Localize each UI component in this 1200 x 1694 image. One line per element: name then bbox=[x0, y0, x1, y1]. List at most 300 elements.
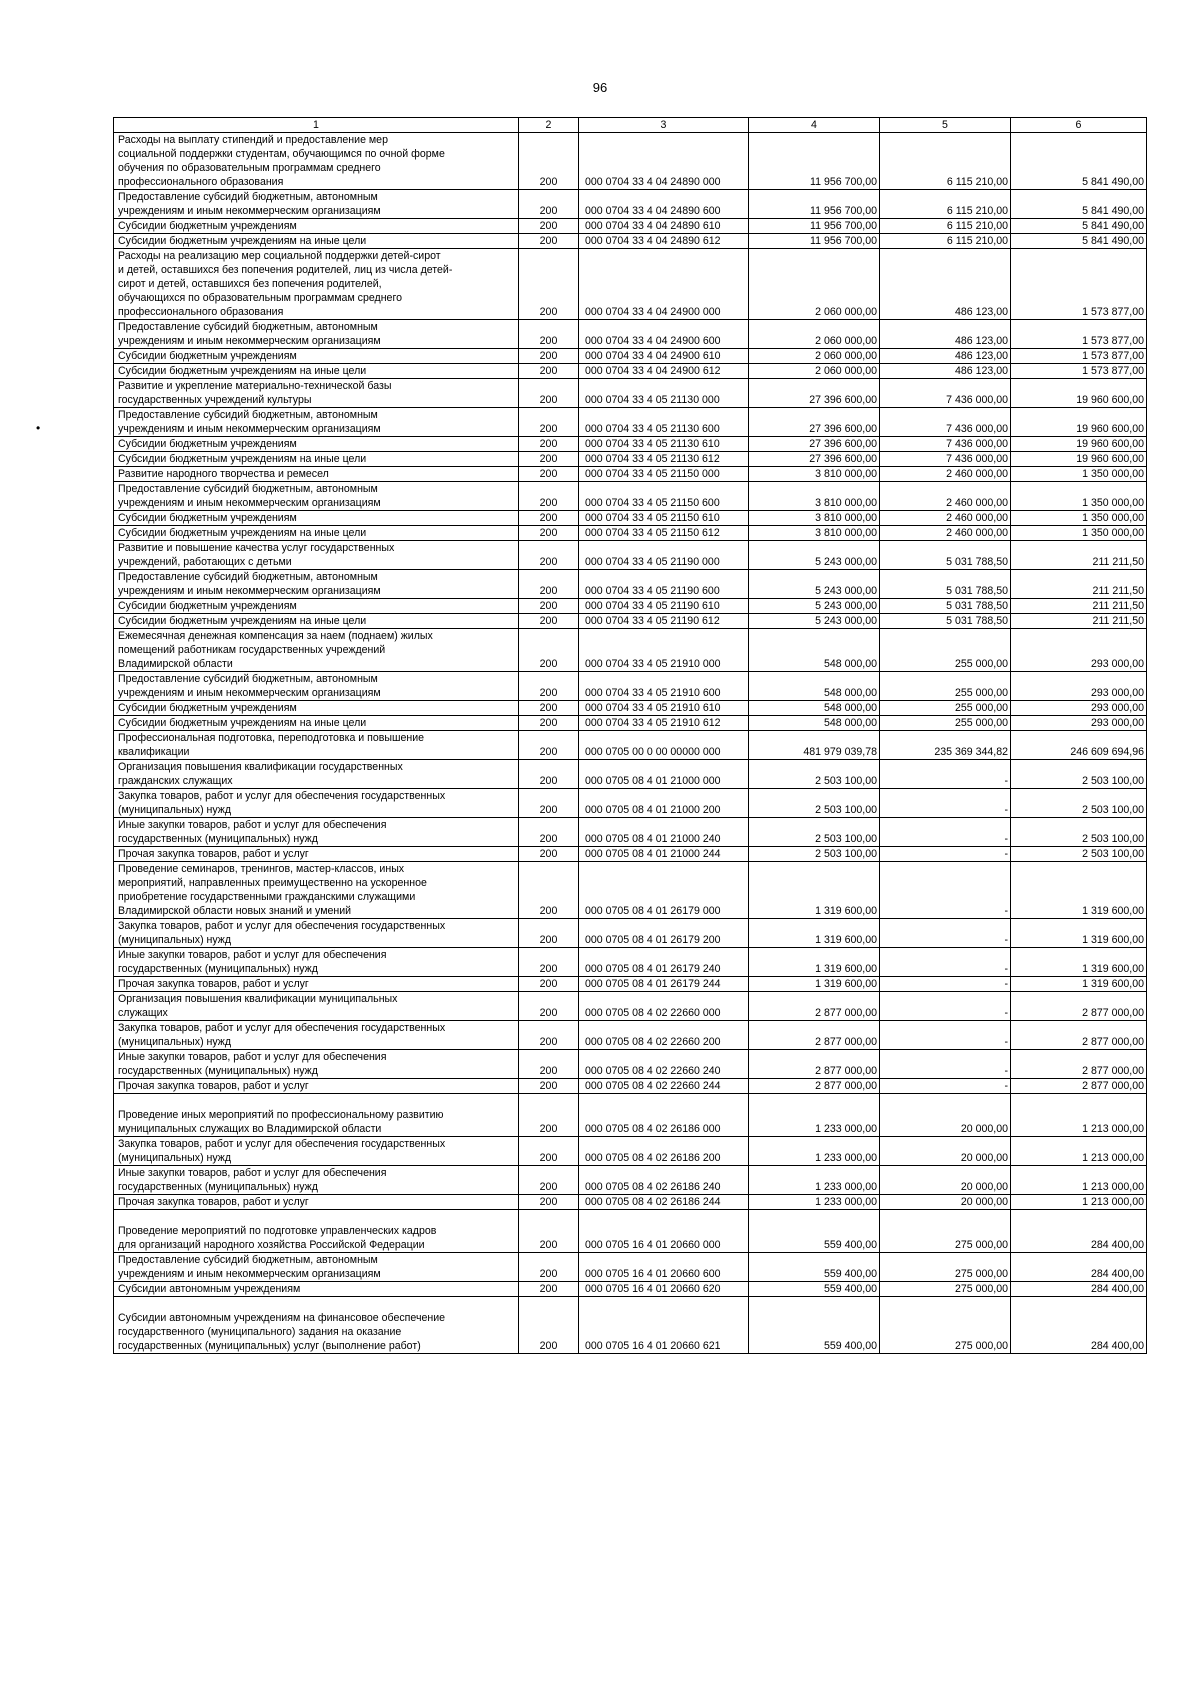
row-executed-amount: - bbox=[880, 1021, 1011, 1050]
row-approved-amount: 3 810 000,00 bbox=[749, 526, 880, 541]
row-unexecuted-amount: 293 000,00 bbox=[1011, 701, 1147, 716]
table-row bbox=[114, 1297, 1147, 1354]
row-name: Предоставление субсидий бюджетным, автономным учреждениям и иным некоммерческим организациям bbox=[114, 408, 519, 437]
row-approved-amount: 2 877 000,00 bbox=[749, 1021, 880, 1050]
table-body bbox=[114, 133, 1147, 1354]
row-name: Субсидии бюджетным учреждениям на иные цели bbox=[114, 364, 519, 379]
row-classification-code: 000 0705 08 4 02 26186 240 bbox=[579, 1166, 749, 1195]
row-classification-code: 000 0704 33 4 05 21190 610 bbox=[579, 599, 749, 614]
row-classification-code: 000 0705 08 4 01 26179 200 bbox=[579, 919, 749, 948]
row-classification-code: 000 0704 33 4 05 21130 610 bbox=[579, 437, 749, 452]
table-row bbox=[114, 133, 1147, 190]
row-approved-amount: 1 233 000,00 bbox=[749, 1166, 880, 1195]
row-classification-code: 000 0705 08 4 02 22660 244 bbox=[579, 1079, 749, 1094]
row-unexecuted-amount: 19 960 600,00 bbox=[1011, 437, 1147, 452]
row-name: Закупка товаров, работ и услуг для обеспечения государственных (муниципальных) нужд bbox=[114, 1021, 519, 1050]
row-unexecuted-amount: 2 503 100,00 bbox=[1011, 760, 1147, 789]
row-executed-amount: - bbox=[880, 862, 1011, 919]
row-line-code: 200 bbox=[519, 1253, 579, 1282]
row-unexecuted-amount: 211 211,50 bbox=[1011, 599, 1147, 614]
row-classification-code: 000 0705 16 4 01 20660 621 bbox=[579, 1297, 749, 1354]
row-name: Закупка товаров, работ и услуг для обеспечения государственных (муниципальных) нужд bbox=[114, 919, 519, 948]
row-name: Закупка товаров, работ и услуг для обеспечения государственных (муниципальных) нужд bbox=[114, 789, 519, 818]
row-classification-code: 000 0704 33 4 04 24900 610 bbox=[579, 349, 749, 364]
header-col-4: 4 bbox=[749, 118, 880, 133]
row-classification-code: 000 0704 33 4 05 21150 610 bbox=[579, 511, 749, 526]
row-name: Субсидии бюджетным учреждениям на иные цели bbox=[114, 526, 519, 541]
row-approved-amount: 2 060 000,00 bbox=[749, 249, 880, 320]
row-classification-code: 000 0704 33 4 05 21910 600 bbox=[579, 672, 749, 701]
table-row bbox=[114, 629, 1147, 672]
row-approved-amount: 548 000,00 bbox=[749, 672, 880, 701]
row-approved-amount: 2 503 100,00 bbox=[749, 847, 880, 862]
row-unexecuted-amount: 211 211,50 bbox=[1011, 614, 1147, 629]
row-line-code: 200 bbox=[519, 862, 579, 919]
row-unexecuted-amount: 1 350 000,00 bbox=[1011, 482, 1147, 511]
table-row bbox=[114, 190, 1147, 219]
row-classification-code: 000 0704 33 4 05 21150 600 bbox=[579, 482, 749, 511]
row-line-code: 200 bbox=[519, 1282, 579, 1297]
row-executed-amount: 255 000,00 bbox=[880, 716, 1011, 731]
row-name: Предоставление субсидий бюджетным, автономным учреждениям и иным некоммерческим организациям bbox=[114, 570, 519, 599]
row-approved-amount: 2 060 000,00 bbox=[749, 364, 880, 379]
row-approved-amount: 481 979 039,78 bbox=[749, 731, 880, 760]
row-executed-amount: 5 031 788,50 bbox=[880, 541, 1011, 570]
table-row bbox=[114, 862, 1147, 919]
row-name: Субсидии бюджетным учреждениям bbox=[114, 511, 519, 526]
row-classification-code: 000 0705 08 4 01 21000 244 bbox=[579, 847, 749, 862]
row-unexecuted-amount: 1 573 877,00 bbox=[1011, 364, 1147, 379]
row-unexecuted-amount: 293 000,00 bbox=[1011, 716, 1147, 731]
row-line-code: 200 bbox=[519, 526, 579, 541]
row-name: Расходы на реализацию мер социальной поддержки детей-сирот и детей, оставшихся без попечения родителей, лиц из числа детей- сирот и детей, оставшихся без попечения родителей, обучающихся по образовательным программам среднего профессионального образования bbox=[114, 249, 519, 320]
row-line-code: 200 bbox=[519, 977, 579, 992]
row-line-code: 200 bbox=[519, 1079, 579, 1094]
row-approved-amount: 5 243 000,00 bbox=[749, 541, 880, 570]
row-executed-amount: 255 000,00 bbox=[880, 629, 1011, 672]
row-unexecuted-amount: 2 877 000,00 bbox=[1011, 1079, 1147, 1094]
row-approved-amount: 1 233 000,00 bbox=[749, 1094, 880, 1137]
row-approved-amount: 5 243 000,00 bbox=[749, 599, 880, 614]
row-line-code: 200 bbox=[519, 716, 579, 731]
row-approved-amount: 2 060 000,00 bbox=[749, 349, 880, 364]
row-executed-amount: - bbox=[880, 1050, 1011, 1079]
row-approved-amount: 3 810 000,00 bbox=[749, 482, 880, 511]
table-row bbox=[114, 349, 1147, 364]
table-row bbox=[114, 234, 1147, 249]
row-executed-amount: 255 000,00 bbox=[880, 672, 1011, 701]
row-executed-amount: - bbox=[880, 818, 1011, 847]
row-classification-code: 000 0705 08 4 02 26186 200 bbox=[579, 1137, 749, 1166]
row-name: Субсидии бюджетным учреждениям на иные цели bbox=[114, 234, 519, 249]
row-executed-amount: 2 460 000,00 bbox=[880, 511, 1011, 526]
row-approved-amount: 27 396 600,00 bbox=[749, 379, 880, 408]
table-row bbox=[114, 570, 1147, 599]
row-unexecuted-amount: 1 213 000,00 bbox=[1011, 1094, 1147, 1137]
row-line-code: 200 bbox=[519, 789, 579, 818]
row-line-code: 200 bbox=[519, 234, 579, 249]
row-name: Субсидии автономным учреждениям на финансовое обеспечение государственного (муниципального) задания на оказание государственных (муниципальных) услуг (выполнение работ) bbox=[114, 1297, 519, 1354]
row-approved-amount: 559 400,00 bbox=[749, 1282, 880, 1297]
row-executed-amount: 20 000,00 bbox=[880, 1195, 1011, 1210]
row-executed-amount: 6 115 210,00 bbox=[880, 133, 1011, 190]
row-executed-amount: - bbox=[880, 948, 1011, 977]
row-classification-code: 000 0704 33 4 05 21130 000 bbox=[579, 379, 749, 408]
row-line-code: 200 bbox=[519, 731, 579, 760]
row-name: Прочая закупка товаров, работ и услуг bbox=[114, 977, 519, 992]
row-unexecuted-amount: 2 877 000,00 bbox=[1011, 992, 1147, 1021]
row-unexecuted-amount: 1 350 000,00 bbox=[1011, 511, 1147, 526]
row-unexecuted-amount: 211 211,50 bbox=[1011, 541, 1147, 570]
row-name: Предоставление субсидий бюджетным, автономным учреждениям и иным некоммерческим организациям bbox=[114, 672, 519, 701]
row-line-code: 200 bbox=[519, 760, 579, 789]
row-name: Субсидии автономным учреждениям bbox=[114, 1282, 519, 1297]
row-name: Организация повышения квалификации государственных гражданских служащих bbox=[114, 760, 519, 789]
row-unexecuted-amount: 1 350 000,00 bbox=[1011, 467, 1147, 482]
row-name: Организация повышения квалификации муниципальных служащих bbox=[114, 992, 519, 1021]
table-row bbox=[114, 948, 1147, 977]
header-col-3: 3 bbox=[579, 118, 749, 133]
row-executed-amount: - bbox=[880, 919, 1011, 948]
row-executed-amount: 2 460 000,00 bbox=[880, 482, 1011, 511]
row-classification-code: 000 0704 33 4 05 21910 610 bbox=[579, 701, 749, 716]
row-unexecuted-amount: 284 400,00 bbox=[1011, 1297, 1147, 1354]
row-classification-code: 000 0704 33 4 05 21910 000 bbox=[579, 629, 749, 672]
row-unexecuted-amount: 1 319 600,00 bbox=[1011, 977, 1147, 992]
row-executed-amount: - bbox=[880, 760, 1011, 789]
row-unexecuted-amount: 293 000,00 bbox=[1011, 672, 1147, 701]
row-unexecuted-amount: 19 960 600,00 bbox=[1011, 408, 1147, 437]
table-row bbox=[114, 672, 1147, 701]
row-name: Субсидии бюджетным учреждениям bbox=[114, 437, 519, 452]
row-executed-amount: 20 000,00 bbox=[880, 1166, 1011, 1195]
row-approved-amount: 5 243 000,00 bbox=[749, 614, 880, 629]
table-row bbox=[114, 731, 1147, 760]
row-line-code: 200 bbox=[519, 1195, 579, 1210]
row-classification-code: 000 0704 33 4 04 24890 612 bbox=[579, 234, 749, 249]
row-classification-code: 000 0704 33 4 04 24890 000 bbox=[579, 133, 749, 190]
row-name: Проведение иных мероприятий по профессиональному развитию муниципальных служащих во Владимирской области bbox=[114, 1094, 519, 1137]
row-approved-amount: 27 396 600,00 bbox=[749, 437, 880, 452]
row-name: Прочая закупка товаров, работ и услуг bbox=[114, 1195, 519, 1210]
row-executed-amount: - bbox=[880, 789, 1011, 818]
row-unexecuted-amount: 2 503 100,00 bbox=[1011, 818, 1147, 847]
row-unexecuted-amount: 1 573 877,00 bbox=[1011, 249, 1147, 320]
row-name: Предоставление субсидий бюджетным, автономным учреждениям и иным некоммерческим организациям bbox=[114, 320, 519, 349]
row-line-code: 200 bbox=[519, 599, 579, 614]
row-unexecuted-amount: 246 609 694,96 bbox=[1011, 731, 1147, 760]
row-line-code: 200 bbox=[519, 541, 579, 570]
row-unexecuted-amount: 284 400,00 bbox=[1011, 1210, 1147, 1253]
row-approved-amount: 1 319 600,00 bbox=[749, 862, 880, 919]
row-unexecuted-amount: 5 841 490,00 bbox=[1011, 133, 1147, 190]
row-executed-amount: - bbox=[880, 977, 1011, 992]
row-executed-amount: 275 000,00 bbox=[880, 1282, 1011, 1297]
table-row bbox=[114, 437, 1147, 452]
row-line-code: 200 bbox=[519, 408, 579, 437]
row-line-code: 200 bbox=[519, 1297, 579, 1354]
row-approved-amount: 1 319 600,00 bbox=[749, 919, 880, 948]
row-classification-code: 000 0705 16 4 01 20660 600 bbox=[579, 1253, 749, 1282]
row-executed-amount: - bbox=[880, 847, 1011, 862]
row-approved-amount: 548 000,00 bbox=[749, 629, 880, 672]
row-line-code: 200 bbox=[519, 1166, 579, 1195]
row-executed-amount: 7 436 000,00 bbox=[880, 408, 1011, 437]
row-approved-amount: 1 319 600,00 bbox=[749, 977, 880, 992]
table-row bbox=[114, 789, 1147, 818]
row-classification-code: 000 0705 08 4 01 26179 244 bbox=[579, 977, 749, 992]
table-row bbox=[114, 379, 1147, 408]
row-approved-amount: 2 877 000,00 bbox=[749, 1050, 880, 1079]
row-line-code: 200 bbox=[519, 1021, 579, 1050]
row-executed-amount: 486 123,00 bbox=[880, 320, 1011, 349]
row-line-code: 200 bbox=[519, 467, 579, 482]
row-unexecuted-amount: 5 841 490,00 bbox=[1011, 190, 1147, 219]
row-line-code: 200 bbox=[519, 919, 579, 948]
row-line-code: 200 bbox=[519, 349, 579, 364]
row-unexecuted-amount: 2 503 100,00 bbox=[1011, 789, 1147, 818]
table-row bbox=[114, 847, 1147, 862]
row-line-code: 200 bbox=[519, 570, 579, 599]
row-unexecuted-amount: 1 213 000,00 bbox=[1011, 1137, 1147, 1166]
header-col-1: 1 bbox=[114, 118, 519, 133]
row-classification-code: 000 0705 08 4 01 26179 000 bbox=[579, 862, 749, 919]
row-line-code: 200 bbox=[519, 992, 579, 1021]
budget-table-container bbox=[113, 117, 1146, 1354]
row-unexecuted-amount: 211 211,50 bbox=[1011, 570, 1147, 599]
table-row bbox=[114, 482, 1147, 511]
row-line-code: 200 bbox=[519, 379, 579, 408]
table-row bbox=[114, 1195, 1147, 1210]
row-name: Иные закупки товаров, работ и услуг для обеспечения государственных (муниципальных) нужд bbox=[114, 1166, 519, 1195]
row-executed-amount: 2 460 000,00 bbox=[880, 526, 1011, 541]
row-executed-amount: 486 123,00 bbox=[880, 364, 1011, 379]
row-name: Проведение мероприятий по подготовке управленческих кадров для организаций народного хозяйства Российской Федерации bbox=[114, 1210, 519, 1253]
row-unexecuted-amount: 2 877 000,00 bbox=[1011, 1050, 1147, 1079]
row-executed-amount: 275 000,00 bbox=[880, 1210, 1011, 1253]
row-unexecuted-amount: 1 319 600,00 bbox=[1011, 948, 1147, 977]
table-row bbox=[114, 1137, 1147, 1166]
table-row bbox=[114, 599, 1147, 614]
row-unexecuted-amount: 1 213 000,00 bbox=[1011, 1195, 1147, 1210]
row-approved-amount: 2 877 000,00 bbox=[749, 1079, 880, 1094]
row-approved-amount: 2 503 100,00 bbox=[749, 818, 880, 847]
row-line-code: 200 bbox=[519, 614, 579, 629]
row-unexecuted-amount: 5 841 490,00 bbox=[1011, 219, 1147, 234]
table-row bbox=[114, 701, 1147, 716]
row-unexecuted-amount: 5 841 490,00 bbox=[1011, 234, 1147, 249]
row-classification-code: 000 0704 33 4 04 24900 600 bbox=[579, 320, 749, 349]
row-line-code: 200 bbox=[519, 847, 579, 862]
row-unexecuted-amount: 2 877 000,00 bbox=[1011, 1021, 1147, 1050]
row-classification-code: 000 0704 33 4 05 21910 612 bbox=[579, 716, 749, 731]
row-line-code: 200 bbox=[519, 818, 579, 847]
row-classification-code: 000 0704 33 4 04 24890 600 bbox=[579, 190, 749, 219]
row-line-code: 200 bbox=[519, 1050, 579, 1079]
page-number: 96 bbox=[592, 80, 608, 95]
row-executed-amount: 6 115 210,00 bbox=[880, 219, 1011, 234]
row-unexecuted-amount: 2 503 100,00 bbox=[1011, 847, 1147, 862]
row-classification-code: 000 0705 08 4 02 22660 240 bbox=[579, 1050, 749, 1079]
row-line-code: 200 bbox=[519, 948, 579, 977]
row-name: Развитие и повышение качества услуг государственных учреждений, работающих с детьми bbox=[114, 541, 519, 570]
row-name: Субсидии бюджетным учреждениям на иные цели bbox=[114, 614, 519, 629]
row-name: Субсидии бюджетным учреждениям bbox=[114, 349, 519, 364]
table-row bbox=[114, 249, 1147, 320]
row-line-code: 200 bbox=[519, 672, 579, 701]
row-unexecuted-amount: 1 319 600,00 bbox=[1011, 862, 1147, 919]
header-col-2: 2 bbox=[519, 118, 579, 133]
row-unexecuted-amount: 1 573 877,00 bbox=[1011, 349, 1147, 364]
row-executed-amount: 7 436 000,00 bbox=[880, 437, 1011, 452]
row-approved-amount: 27 396 600,00 bbox=[749, 452, 880, 467]
row-approved-amount: 11 956 700,00 bbox=[749, 133, 880, 190]
row-approved-amount: 1 233 000,00 bbox=[749, 1195, 880, 1210]
row-name: Профессиональная подготовка, переподготовка и повышение квалификации bbox=[114, 731, 519, 760]
table-row bbox=[114, 614, 1147, 629]
row-unexecuted-amount: 284 400,00 bbox=[1011, 1253, 1147, 1282]
table-row bbox=[114, 919, 1147, 948]
row-executed-amount: 2 460 000,00 bbox=[880, 467, 1011, 482]
row-name: Расходы на выплату стипендий и предоставление мер социальной поддержки студентам, обучающимся по очной форме обучения по образовательным программам среднего профессионального образования bbox=[114, 133, 519, 190]
row-executed-amount: 235 369 344,82 bbox=[880, 731, 1011, 760]
row-unexecuted-amount: 293 000,00 bbox=[1011, 629, 1147, 672]
row-line-code: 200 bbox=[519, 1210, 579, 1253]
row-name: Иные закупки товаров, работ и услуг для обеспечения государственных (муниципальных) нужд bbox=[114, 948, 519, 977]
row-classification-code: 000 0705 08 4 01 21000 240 bbox=[579, 818, 749, 847]
table-row bbox=[114, 541, 1147, 570]
row-approved-amount: 559 400,00 bbox=[749, 1297, 880, 1354]
row-classification-code: 000 0705 08 4 02 26186 000 bbox=[579, 1094, 749, 1137]
row-executed-amount: 486 123,00 bbox=[880, 349, 1011, 364]
row-name: Субсидии бюджетным учреждениям на иные цели bbox=[114, 716, 519, 731]
row-line-code: 200 bbox=[519, 701, 579, 716]
row-approved-amount: 11 956 700,00 bbox=[749, 190, 880, 219]
row-classification-code: 000 0705 16 4 01 20660 000 bbox=[579, 1210, 749, 1253]
row-approved-amount: 559 400,00 bbox=[749, 1210, 880, 1253]
row-executed-amount: - bbox=[880, 1079, 1011, 1094]
row-approved-amount: 11 956 700,00 bbox=[749, 234, 880, 249]
row-line-code: 200 bbox=[519, 219, 579, 234]
table-row bbox=[114, 467, 1147, 482]
row-approved-amount: 27 396 600,00 bbox=[749, 408, 880, 437]
row-executed-amount: 7 436 000,00 bbox=[880, 379, 1011, 408]
row-line-code: 200 bbox=[519, 190, 579, 219]
row-unexecuted-amount: 19 960 600,00 bbox=[1011, 452, 1147, 467]
row-name: Прочая закупка товаров, работ и услуг bbox=[114, 847, 519, 862]
row-unexecuted-amount: 284 400,00 bbox=[1011, 1282, 1147, 1297]
row-line-code: 200 bbox=[519, 629, 579, 672]
row-executed-amount: 7 436 000,00 bbox=[880, 452, 1011, 467]
table-row bbox=[114, 1050, 1147, 1079]
row-executed-amount: 275 000,00 bbox=[880, 1297, 1011, 1354]
row-approved-amount: 3 810 000,00 bbox=[749, 467, 880, 482]
row-executed-amount: 20 000,00 bbox=[880, 1094, 1011, 1137]
table-row bbox=[114, 1210, 1147, 1253]
row-approved-amount: 1 233 000,00 bbox=[749, 1137, 880, 1166]
row-classification-code: 000 0704 33 4 04 24890 610 bbox=[579, 219, 749, 234]
table-row bbox=[114, 1094, 1147, 1137]
table-header-row bbox=[114, 118, 1147, 133]
table-row bbox=[114, 452, 1147, 467]
row-executed-amount: 20 000,00 bbox=[880, 1137, 1011, 1166]
row-name: Развитие и укрепление материально-технической базы государственных учреждений культуры bbox=[114, 379, 519, 408]
table-row bbox=[114, 526, 1147, 541]
table-row bbox=[114, 1021, 1147, 1050]
row-executed-amount: - bbox=[880, 992, 1011, 1021]
scan-dot-mark: • bbox=[36, 421, 41, 435]
row-approved-amount: 559 400,00 bbox=[749, 1253, 880, 1282]
row-name: Субсидии бюджетным учреждениям bbox=[114, 701, 519, 716]
row-approved-amount: 2 877 000,00 bbox=[749, 992, 880, 1021]
row-classification-code: 000 0705 00 0 00 00000 000 bbox=[579, 731, 749, 760]
row-line-code: 200 bbox=[519, 249, 579, 320]
row-unexecuted-amount: 1 350 000,00 bbox=[1011, 526, 1147, 541]
row-name: Субсидии бюджетным учреждениям bbox=[114, 219, 519, 234]
row-approved-amount: 2 503 100,00 bbox=[749, 789, 880, 818]
row-approved-amount: 11 956 700,00 bbox=[749, 219, 880, 234]
row-line-code: 200 bbox=[519, 320, 579, 349]
row-executed-amount: 486 123,00 bbox=[880, 249, 1011, 320]
row-classification-code: 000 0704 33 4 04 24900 612 bbox=[579, 364, 749, 379]
row-approved-amount: 5 243 000,00 bbox=[749, 570, 880, 599]
table-row bbox=[114, 364, 1147, 379]
row-line-code: 200 bbox=[519, 1137, 579, 1166]
row-classification-code: 000 0704 33 4 05 21190 612 bbox=[579, 614, 749, 629]
row-classification-code: 000 0704 33 4 05 21130 612 bbox=[579, 452, 749, 467]
row-approved-amount: 2 060 000,00 bbox=[749, 320, 880, 349]
row-classification-code: 000 0704 33 4 05 21150 612 bbox=[579, 526, 749, 541]
row-name: Ежемесячная денежная компенсация за наем (поднаем) жилых помещений работникам государственных учреждений Владимирской области bbox=[114, 629, 519, 672]
row-line-code: 200 bbox=[519, 437, 579, 452]
table-row bbox=[114, 320, 1147, 349]
row-name: Субсидии бюджетным учреждениям на иные цели bbox=[114, 452, 519, 467]
row-unexecuted-amount: 1 573 877,00 bbox=[1011, 320, 1147, 349]
row-executed-amount: 5 031 788,50 bbox=[880, 570, 1011, 599]
row-name: Иные закупки товаров, работ и услуг для обеспечения государственных (муниципальных) нужд bbox=[114, 1050, 519, 1079]
table-row bbox=[114, 818, 1147, 847]
table-row bbox=[114, 1079, 1147, 1094]
row-classification-code: 000 0704 33 4 05 21150 000 bbox=[579, 467, 749, 482]
row-name: Предоставление субсидий бюджетным, автономным учреждениям и иным некоммерческим организациям bbox=[114, 482, 519, 511]
row-classification-code: 000 0705 08 4 02 22660 200 bbox=[579, 1021, 749, 1050]
row-executed-amount: 5 031 788,50 bbox=[880, 614, 1011, 629]
table-row bbox=[114, 511, 1147, 526]
row-classification-code: 000 0705 08 4 02 26186 244 bbox=[579, 1195, 749, 1210]
table-row bbox=[114, 1166, 1147, 1195]
row-name: Предоставление субсидий бюджетным, автономным учреждениям и иным некоммерческим организациям bbox=[114, 1253, 519, 1282]
row-classification-code: 000 0704 33 4 05 21130 600 bbox=[579, 408, 749, 437]
row-approved-amount: 548 000,00 bbox=[749, 701, 880, 716]
row-name: Проведение семинаров, тренингов, мастер-классов, иных мероприятий, направленных преимущественно на ускоренное приобретение государственными гражданскими служащими Владимирской области новых знаний и умений bbox=[114, 862, 519, 919]
row-name: Иные закупки товаров, работ и услуг для обеспечения государственных (муниципальных) нужд bbox=[114, 818, 519, 847]
table-row bbox=[114, 977, 1147, 992]
table-row bbox=[114, 716, 1147, 731]
row-approved-amount: 2 503 100,00 bbox=[749, 760, 880, 789]
row-classification-code: 000 0705 16 4 01 20660 620 bbox=[579, 1282, 749, 1297]
row-executed-amount: 5 031 788,50 bbox=[880, 599, 1011, 614]
row-line-code: 200 bbox=[519, 482, 579, 511]
table-row bbox=[114, 219, 1147, 234]
table-row bbox=[114, 1282, 1147, 1297]
row-classification-code: 000 0705 08 4 01 21000 200 bbox=[579, 789, 749, 818]
row-line-code: 200 bbox=[519, 452, 579, 467]
row-name: Субсидии бюджетным учреждениям bbox=[114, 599, 519, 614]
row-unexecuted-amount: 1 319 600,00 bbox=[1011, 919, 1147, 948]
row-classification-code: 000 0704 33 4 05 21190 600 bbox=[579, 570, 749, 599]
row-approved-amount: 3 810 000,00 bbox=[749, 511, 880, 526]
table-row bbox=[114, 1253, 1147, 1282]
